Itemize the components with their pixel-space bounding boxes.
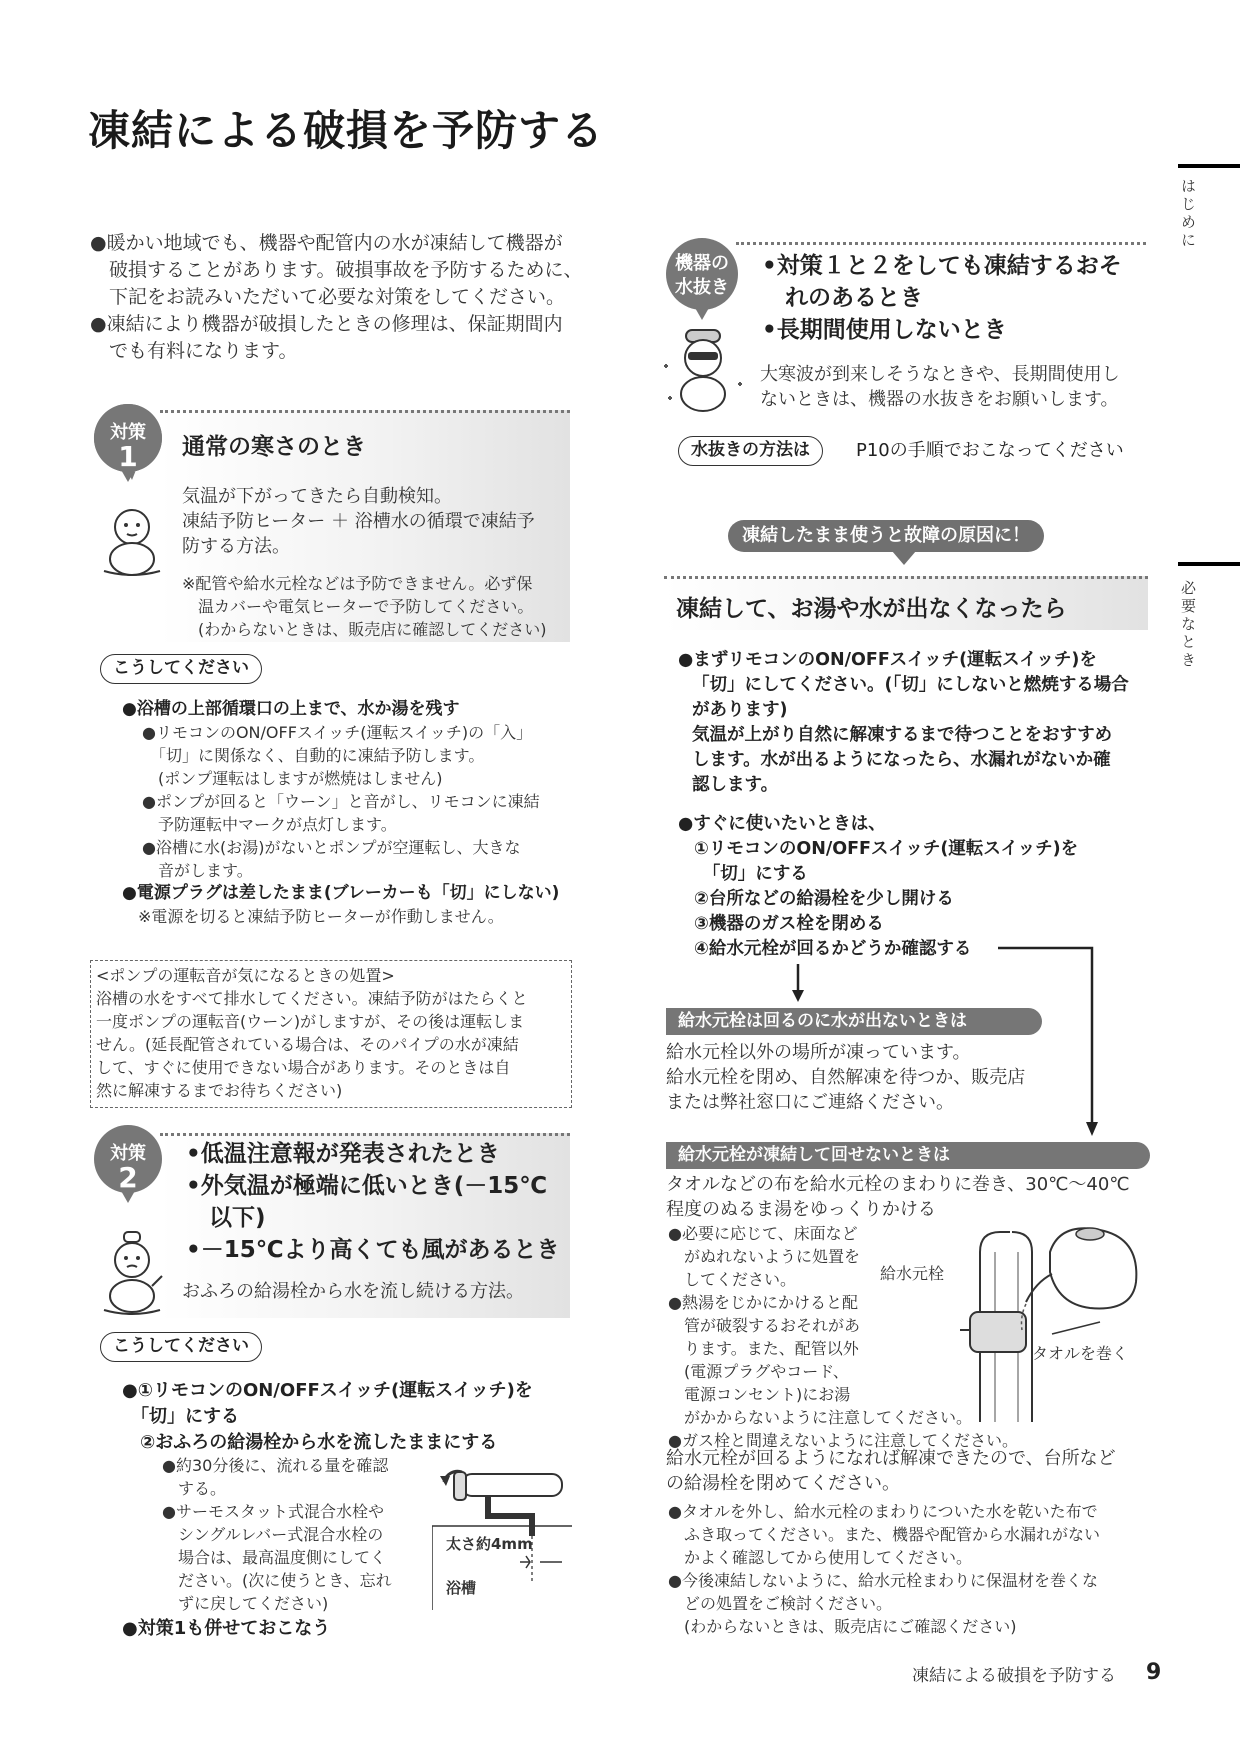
frozen-para2-line: ②台所などの給湯栓を少し開ける [694, 889, 954, 909]
case-b-after-bullet: かよく確認してから使用してください。 [668, 1548, 973, 1567]
snowman-icon [100, 505, 164, 577]
faucet-width-label: 太さ約4mm [446, 1535, 533, 1553]
intro-line: ●凍結により機器が破損したときの修理は、保証期間内 [90, 313, 563, 335]
warning-banner: 凍結したまま使うと故障の原因に！ [728, 520, 1044, 552]
pump-box-line: <ポンプの運転音が気になるときの処置> [96, 966, 395, 985]
faucet-tub-label: 浴槽 [446, 1579, 477, 1597]
case-b-after [666, 1446, 1116, 1496]
case-a-text [666, 1040, 1025, 1115]
frozen-para2-line: ①リモコンのON/OFFスイッチ(運転スイッチ)を [694, 839, 1079, 859]
side-tab-when-needed[interactable]: 必要なとき [1179, 580, 1197, 670]
pump-box-line: 然に解凍するまでお待ちください) [96, 1081, 343, 1100]
case-a-line: 給水元栓以外の場所が凍っています。 [666, 1042, 971, 1063]
page-number: 9 [1146, 1660, 1162, 1685]
measure2-desc: おふろの給湯栓から水を流し続ける方法。 [182, 1281, 524, 1302]
measure1-step: ●浴槽に水(お湯)がないとポンプが空運転し、大きな [142, 838, 521, 857]
measure1-note [182, 572, 547, 641]
measure1-desc-line: 気温が下がってきたら自動検知。 [182, 486, 452, 507]
case-a-bar: 給水元栓は回るのに水が出ないときは [666, 1008, 1042, 1035]
pump-box-line: 浴槽の水をすべて排水してください。凍結予防がはたらくと [96, 989, 528, 1008]
kettle-valve-illustration [940, 1212, 1150, 1422]
case-b-after-line: 給水元栓が回るようになれば解凍できたので、台所など [666, 1448, 1116, 1469]
side-tab-marker-2 [1178, 562, 1240, 566]
case-b-bullet: がぬれないように処置を [668, 1247, 861, 1266]
measure2-steps [122, 1378, 533, 1456]
drain-desc-line: 大寒波が到来しそうなときや、長期間使用し [760, 364, 1120, 385]
measure1-desc-line: 凍結予防ヒーター ＋ 浴槽水の循環で凍結予 [182, 511, 535, 532]
measure1-step: ●浴槽の上部循環口の上まで、水か湯を残す [122, 699, 460, 719]
case-b-after-bullet: ●タオルを外し、給水元栓のまわりについた水を乾いた布で [668, 1502, 1098, 1521]
frozen-heading: 凍結して、お湯や水が出なくなったら [676, 596, 1067, 622]
pump-box-line: して、すぐに使用できない場合があります。そのときは自 [96, 1058, 511, 1077]
measure1-step: ●電源プラグは差したまま(ブレーカーも「切」にしない) [122, 883, 560, 903]
frozen-para2-line: ●すぐに使いたいときは、 [678, 814, 886, 834]
measure2-bullet: ●約30分後に、流れる量を確認 [162, 1456, 389, 1475]
measure1-do-this-pill: こうしてください [100, 654, 262, 684]
case-b-bullet: ●ガス栓と間違えないように注意してください。 [668, 1431, 1018, 1450]
frozen-para2-line: 「切」にする [694, 864, 808, 884]
measure2-bullet: 場合は、最高温度側にしてく [162, 1548, 387, 1567]
measure1-heading: 通常の寒さのとき [182, 434, 366, 460]
measure2-step: ●①リモコンのON/OFFスイッチ(運転スイッチ)を [122, 1380, 533, 1401]
drain-headings [762, 250, 1122, 346]
measure2-divider [160, 1133, 570, 1136]
measure2-headings [186, 1138, 560, 1266]
measure1-step: 予防運転中マークが点灯します。 [142, 815, 397, 834]
measure1-step: (ポンプ運転はしますが燃焼はしません) [142, 769, 443, 788]
intro-line: ●暖かい地域でも、機器や配管内の水が凍結して機器が [90, 232, 563, 254]
measure2-final: ●対策1も併せておこなう [122, 1618, 331, 1639]
measure2-bullet: シングルレバー式混合水栓の [162, 1525, 384, 1544]
case-b-after-bullets [668, 1500, 1100, 1638]
case-b-line: 程度のぬるま湯をゆっくりかける [666, 1199, 936, 1220]
measure2-heading: •低温注意報が発表されたとき [186, 1141, 500, 1167]
measure2-bullet: ださい。(次に使うとき、忘れ [162, 1571, 392, 1590]
drain-badge-label [662, 252, 742, 300]
measure2-bullet: する。 [162, 1479, 227, 1498]
drain-badge-line: 機器の [675, 253, 729, 274]
intro-line: 下記をお読みいただいて必要な対策をしてください。 [90, 286, 566, 308]
side-tab-intro[interactable]: はじめに [1179, 178, 1197, 250]
footer-section-title: 凍結による破損を予防する [912, 1666, 1116, 1686]
case-b-bullet: 管が破裂するおそれがあ [668, 1316, 861, 1335]
measure2-heading: •外気温が極端に低いとき(－15℃ [186, 1173, 548, 1199]
case-a-line: 給水元栓を閉め、自然解凍を待つか、販売店 [666, 1067, 1026, 1088]
measure2-badge-label: 対策 [110, 1143, 146, 1164]
pump-noise-text [96, 964, 528, 1102]
case-b-bullet: 電源コンセント)にお湯 [668, 1385, 851, 1404]
drain-desc [760, 362, 1120, 412]
intro-line: 破損することがあります。破損事故を予防するために、 [90, 259, 583, 281]
warning-banner-pointer [892, 551, 916, 565]
measure1-divider [160, 410, 570, 413]
intro-text [90, 230, 582, 365]
frozen-divider [664, 576, 1148, 579]
drain-heading: •対策１と２をしても凍結するおそ [762, 253, 1122, 279]
case-b-bullet: ●熱湯をじかにかけると配 [668, 1293, 858, 1312]
frozen-para1-line: 認します。 [692, 775, 779, 795]
towel-label: タオルを巻く [1032, 1344, 1129, 1363]
measure1-step: ●ポンプが回ると「ウーン」と音がし、リモコンに凍結 [142, 792, 540, 811]
drain-divider [736, 242, 1146, 245]
measure1-step: 「切」に関係なく、自動的に凍結予防します。 [142, 746, 485, 765]
measure1-badge-num: 1 [118, 440, 138, 473]
frozen-para1 [678, 648, 1129, 798]
measure1-desc [182, 484, 535, 559]
measure1-note-line: (わからないときは、販売店に確認してください) [182, 620, 547, 639]
case-b-bar: 給水元栓が凍結して回せないときは [666, 1142, 1150, 1169]
case-a-line: または弊社窓口にご連絡ください。 [666, 1092, 954, 1113]
measure2-heading: •－15℃より高くても風があるとき [186, 1237, 560, 1263]
case-b-after-bullet: どの処置をご検討ください。 [668, 1594, 893, 1613]
drain-heading: •長期間使用しないとき [762, 317, 1007, 343]
measure1-note-line: 温カバーや電気ヒーターで予防してください。 [182, 597, 534, 616]
drain-desc-line: ないときは、機器の水抜きをお願いします。 [760, 389, 1119, 410]
frozen-para1-line: ●まずリモコンのON/OFFスイッチ(運転スイッチ)を [678, 650, 1097, 670]
drain-heading: れのあるとき [762, 285, 923, 311]
measure2-do-this-pill: こうしてください [100, 1332, 262, 1362]
measure2-step: ②おふろの給湯栓から水を流したままにする [122, 1432, 498, 1453]
measure1-desc-line: 防する方法。 [182, 536, 290, 557]
drain-badge-line: 水抜き [675, 277, 729, 298]
measure1-step: ※電源を切ると凍結予防ヒーターが作動しません。 [122, 907, 504, 926]
case-b-bullet: ●必要に応じて、床面など [668, 1224, 858, 1243]
frozen-para1-line: します。水が出るようになったら、水漏れがないか確 [692, 750, 1111, 770]
frozen-para1-line: があります) [692, 700, 788, 720]
measure2-heading: 以下) [186, 1205, 266, 1231]
frozen-para2-line: ③機器のガス栓を閉める [694, 914, 884, 934]
measure1-steps [122, 698, 559, 928]
intro-line: でも有料になります。 [90, 340, 298, 362]
measure1-step: ●リモコンのON/OFFスイッチ(運転スイッチ)の「入」 [142, 723, 533, 742]
case-b-bullet: がかからないように注意してください。 [668, 1408, 973, 1427]
measure1-note-line: ※配管や給水元栓などは予防できません。必ず保 [182, 574, 533, 593]
measure1-badge-label: 対策 [110, 422, 146, 443]
measure1-step: 音がします。 [142, 861, 253, 880]
case-b-after-line: の給湯栓を閉めてください。 [666, 1473, 900, 1494]
case-b-bullet: ります。また、配管以外 [668, 1339, 859, 1358]
case-b-after-bullet: ふき取ってください。また、機器や配管から水漏れがない [668, 1525, 1101, 1544]
case-b-after-bullet: ●今後凍結しないように、給水元栓まわりに保温材を巻くな [668, 1571, 1098, 1590]
pump-box-line: 一度ポンプの運転音(ウーン)がしますが、その後は運転しま [96, 1012, 525, 1031]
frozen-para2-line: ④給水元栓が回るかどうか確認する [694, 939, 972, 959]
pump-box-line: せん。(延長配管されている場合は、そのパイプの水が凍結 [96, 1035, 519, 1054]
frozen-para1-line: 「切」にしてください。(「切」にしないと燃焼する場合 [692, 675, 1129, 695]
case-b-after-bullet: (わからないときは、販売店にご確認ください) [668, 1617, 1017, 1636]
measure2-bullet: ●サーモスタット式混合水栓や [162, 1502, 384, 1521]
valve-label: 給水元栓 [880, 1264, 945, 1283]
frozen-para1-line: 気温が上がり自然に解凍するまで待つことをおすすめ [692, 725, 1113, 745]
snowman-sunglasses-icon [660, 326, 746, 416]
measure2-step: 「切」にする [122, 1406, 239, 1427]
page-title: 凍結による破損を予防する [88, 106, 605, 155]
measure2-bullets [162, 1454, 392, 1615]
measure2-bullet: ずに戻してください) [162, 1594, 329, 1613]
case-b-bullet: (電源プラグやコード、 [668, 1362, 849, 1381]
snowman-hat-icon [100, 1230, 164, 1316]
case-b-line: タオルなどの布を給水元栓のまわりに巻き、30℃～40℃ [666, 1174, 1130, 1195]
drain-method-pill: 水抜きの方法は [678, 436, 823, 466]
case-b-bullet: してください。 [668, 1270, 797, 1289]
drain-method-link[interactable]: P10の手順でおこなってください [856, 440, 1124, 461]
measure2-badge-num: 2 [118, 1161, 138, 1194]
side-tab-marker-1 [1178, 164, 1240, 168]
